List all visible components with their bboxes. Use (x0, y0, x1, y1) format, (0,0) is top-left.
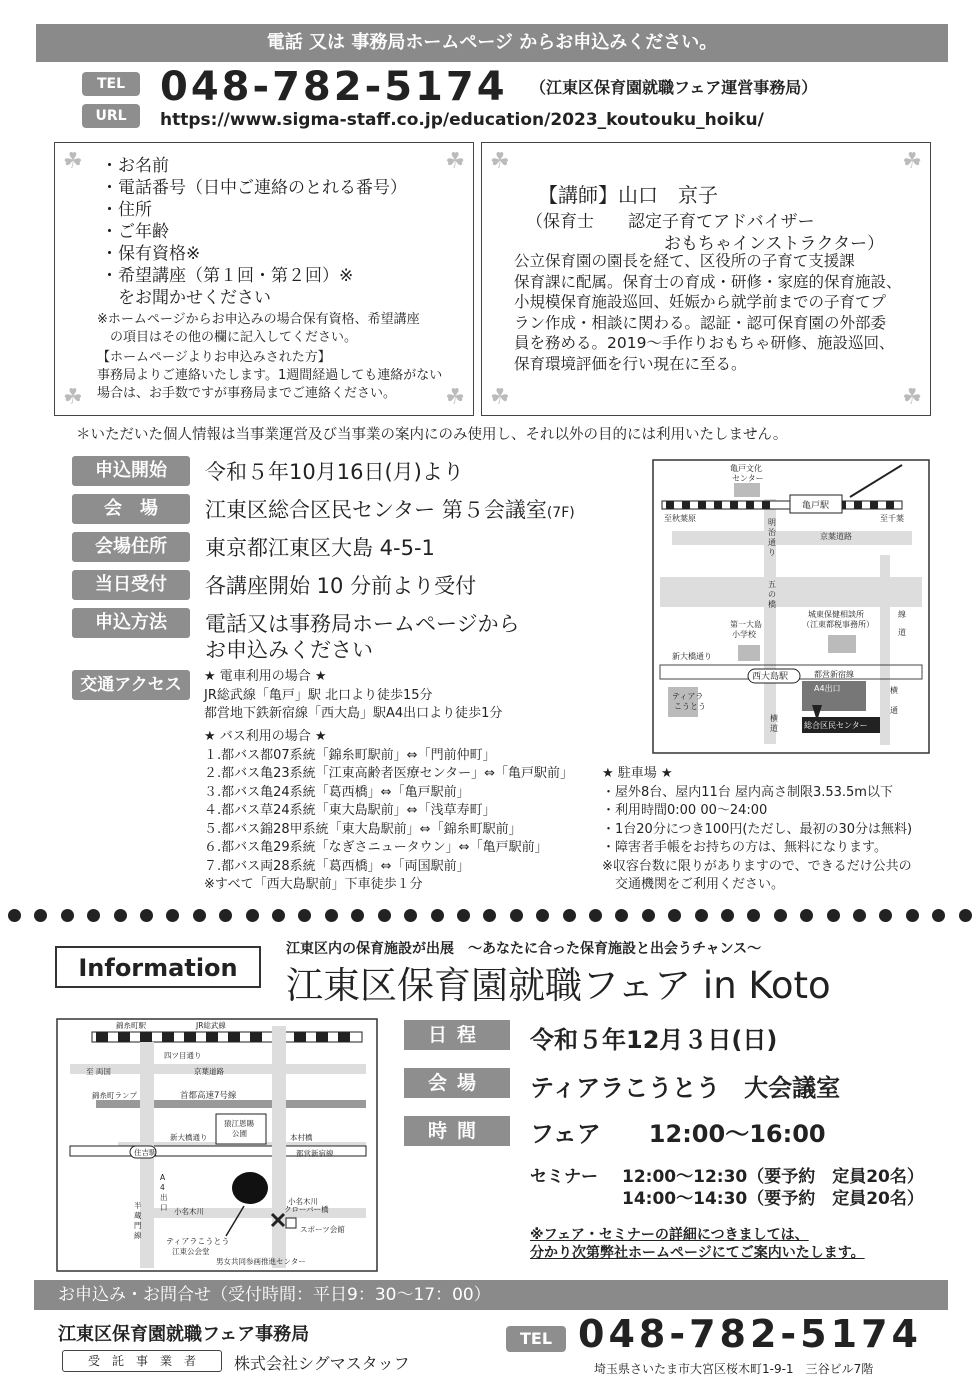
bio-line: 保育課に配属。保育士の育成・研修・家庭的保育施設、 (514, 272, 902, 291)
svg-text:橋: 橋 (768, 600, 776, 609)
bus-line: ７.都バス両28系統「葛西橋」⇔「両国駅前」 (204, 858, 470, 874)
venue-map (652, 459, 930, 754)
svg-text:通: 通 (768, 538, 776, 547)
seminar-time-2: 14:00～14:30（要予約 定員20名） (622, 1189, 924, 1209)
label-apply-start: 申込開始 (72, 456, 190, 486)
value-date: 令和５年12月３日(日) (530, 1026, 778, 1054)
seminar-time-1: 12:00～12:30（要予約 定員20名） (622, 1167, 924, 1187)
applicant-info-box (54, 142, 474, 416)
list-item: ・希望講座（第１回・第２回）※ (101, 266, 354, 286)
value-fair-venue: ティアラこうとう 大会議室 (530, 1074, 841, 1102)
svg-text:錦糸町駅: 錦糸町駅 (116, 1021, 146, 1030)
svg-text:スポーツ会館: スポーツ会館 (300, 1225, 345, 1234)
lecturer-name: 【講師】山口 京子 (538, 183, 718, 207)
list-item: ・保有資格※ (101, 244, 201, 264)
value-method: 電話又は事務局ホームページから (205, 612, 520, 636)
bio-line: 員を務める。2019～手作りおもちゃ研修、施設巡回、 (514, 334, 895, 352)
bus-line: １.都バス都07系統「錦糸町駅前」⇔「門前仲町」 (204, 747, 496, 763)
value-method-2: お申込みください (205, 638, 373, 662)
svg-text:横: 横 (770, 714, 778, 723)
list-item: ・電話番号（日中ご連絡のとれる番号） (101, 178, 407, 198)
divider-dot (219, 909, 232, 922)
divider-dot (114, 909, 127, 922)
info-subtitle: 江東区内の保育施設が出展 ～あなたに合った保育施設と出会うチャンス～ (286, 941, 762, 957)
lecturer-bio (514, 251, 902, 374)
divider-dot (87, 909, 100, 922)
divider-dot (351, 909, 364, 922)
value-reception: 各講座開始 10 分前より受付 (205, 574, 477, 598)
clover-icon: ☘ (490, 385, 510, 410)
label-date: 日程 (404, 1020, 510, 1050)
value-venue (205, 494, 575, 524)
list-item: ・住所 (101, 200, 152, 220)
divider-dot (668, 909, 681, 922)
divider-dot (246, 909, 259, 922)
parking-line: ・障害者手帳をお持ちの方は、無料になります。 (602, 840, 887, 855)
note-line: 事務局よりご連絡いたします。1週間経過しても連絡がない (97, 368, 443, 383)
lecturer-role: （保育士 認定子育てアドバイザー (526, 212, 815, 232)
label-time: 時間 (404, 1116, 510, 1146)
parking-line: ・屋外8台、屋内11台 屋内高さ制限3.53.5m以下 (602, 784, 893, 800)
dotted-divider (8, 905, 972, 925)
list-item: ・お名前 (101, 156, 169, 176)
footer-address: 埼玉県さいたま市大宮区桜木町1-9-1 三谷ビル7階 (594, 1362, 874, 1376)
svg-text:ティアラこうとう: ティアラこうとう (166, 1237, 230, 1246)
bio-line: 公立保育園の園長を経て、区役所の子育て支援課 (514, 252, 855, 270)
svg-text:公園: 公園 (232, 1129, 247, 1138)
svg-text:猿江恩賜: 猿江恩賜 (224, 1119, 254, 1128)
clover-icon: ☘ (63, 149, 83, 174)
svg-text:至千葉: 至千葉 (880, 514, 904, 523)
label-venue: 会 場 (72, 494, 190, 524)
fair-venue-map (56, 1018, 378, 1272)
divider-dot (563, 909, 576, 922)
svg-text:亀戸文化: 亀戸文化 (730, 464, 762, 473)
svg-text:至 両国: 至 両国 (86, 1067, 111, 1076)
svg-text:首都高速7号線: 首都高速7号線 (180, 1091, 237, 1101)
divider-dot (483, 909, 496, 922)
parking-line: ※収容台数に限りがありますので、できるだけ公共の (602, 858, 912, 874)
divider-dot (34, 909, 47, 922)
list-item: をお聞かせください (101, 288, 271, 308)
svg-text:道: 道 (898, 628, 906, 637)
footer-bar (34, 1280, 948, 1310)
train-line: JR総武線「亀戸」駅 北口より徒歩15分 (204, 687, 433, 703)
svg-text:センター: センター (732, 474, 764, 483)
train-access (204, 668, 502, 724)
divider-dot (193, 909, 206, 922)
svg-text:小名木川: 小名木川 (288, 1197, 318, 1206)
value-time: フェア 12:00～16:00 (530, 1120, 826, 1148)
bus-line: ６.都バス亀29系統「なぎさニュータウン」⇔「亀戸駅前」 (204, 840, 548, 855)
svg-text:A4出口: A4出口 (814, 684, 841, 693)
list-item: ・ご年齢 (101, 222, 169, 242)
bio-line: 保育環境評価を行い現在に至る。 (514, 354, 747, 373)
divider-dot (272, 909, 285, 922)
svg-text:四ツ目通り: 四ツ目通り (164, 1051, 202, 1060)
venue-text: 江東区総合区民センター 第５会議室 (205, 498, 547, 522)
svg-text:の: の (768, 590, 776, 599)
note-line: 場合は、お手数ですが事務局までご連絡ください。 (97, 386, 397, 401)
seminar-label: セミナー (530, 1167, 598, 1187)
svg-text:至秋葉原: 至秋葉原 (664, 514, 696, 523)
svg-text:本村橋: 本村橋 (290, 1133, 313, 1142)
lecturer-box (481, 142, 931, 416)
svg-text:門: 門 (134, 1221, 142, 1230)
divider-dot (140, 909, 153, 922)
divider-dot (642, 909, 655, 922)
svg-text:五: 五 (768, 580, 776, 589)
divider-dot (431, 909, 444, 922)
label-reception: 当日受付 (72, 570, 190, 600)
divider-dot (457, 909, 470, 922)
bus-heading: ★ バス利用の場合 ★ (204, 729, 327, 744)
parking-line: ・1台20分につき100円(ただし、最初の30分は無料) (602, 821, 913, 837)
divider-dot (774, 909, 787, 922)
svg-text:（江東都税事務所）: （江東都税事務所） (802, 620, 874, 629)
svg-text:JR総武線: JR総武線 (196, 1021, 226, 1030)
tel-label: TEL (82, 72, 140, 96)
information-badge: Information (55, 946, 261, 988)
label-access: 交通アクセス (72, 670, 190, 700)
contractor-name: 株式会社シグマスタッフ (234, 1354, 410, 1373)
svg-text:男女共同参画推進センター: 男女共同参画推進センター (216, 1257, 306, 1266)
svg-text:西大島駅: 西大島駅 (752, 672, 789, 682)
svg-text:4: 4 (160, 1183, 165, 1192)
bus-line: ※すべて「西大島駅前」下車徒歩１分 (204, 877, 423, 892)
footer-office: 江東区保育園就職フェア事務局 (58, 1324, 310, 1345)
svg-text:新大橋通り: 新大橋通り (672, 652, 712, 661)
contractor-label: 受 託 事 業 者 (62, 1350, 222, 1372)
divider-dot (853, 909, 866, 922)
train-line: 都営地下鉄新宿線「西大島」駅A4出口より徒歩1分 (204, 706, 503, 721)
fair-note-1: ※フェア・セミナーの詳細につきましては、 (530, 1227, 809, 1243)
svg-text:道: 道 (770, 724, 778, 733)
url-link[interactable]: https://www.sigma-staff.co.jp/education/2023_koutouku_hoiku/ (160, 110, 764, 130)
label-fair-venue: 会場 (404, 1068, 510, 1098)
divider-dot (536, 909, 549, 922)
divider-dot (959, 909, 972, 922)
office-name: （江東区保育園就職フェア運営事務局） (530, 78, 818, 97)
note-line: ※ホームページからお申込みの場合保有資格、希望講座 (97, 312, 420, 327)
svg-text:通: 通 (890, 706, 898, 715)
divider-dot (404, 909, 417, 922)
footer-tel: 048-782-5174 (578, 1312, 922, 1356)
bus-line: ５.都バス錦28甲系統「東大島駅前」⇔「錦糸町駅前」 (204, 821, 522, 837)
svg-text:新大橋通り: 新大橋通り (170, 1133, 208, 1142)
divider-dot (589, 909, 602, 922)
svg-text:口: 口 (160, 1203, 168, 1212)
divider-dot (932, 909, 945, 922)
divider-dot (378, 909, 391, 922)
svg-text:江東公会堂: 江東公会堂 (172, 1247, 210, 1256)
svg-text:こうとう: こうとう (674, 702, 706, 711)
note-line: の項目はその他の欄に記入してください。 (97, 330, 358, 345)
divider-dot (325, 909, 338, 922)
svg-text:クローバー橋: クローバー橋 (284, 1205, 329, 1214)
divider-dot (615, 909, 628, 922)
svg-text:錦糸町ランプ: 錦糸町ランプ (92, 1091, 137, 1100)
note-line: 【ホームページよりお申込みされた方】 (97, 350, 331, 365)
clover-icon: ☘ (902, 385, 922, 410)
divider-dot (695, 909, 708, 922)
divider-dot (510, 909, 523, 922)
bio-line: ラン作成・相談に関わる。認証・認可保育園の外部委 (514, 313, 887, 332)
svg-text:第一大島: 第一大島 (730, 620, 762, 629)
divider-dot (166, 909, 179, 922)
svg-text:都営新宿線: 都営新宿線 (296, 1149, 334, 1158)
divider-dot (906, 909, 919, 922)
required-items-list (101, 155, 407, 309)
svg-text:小名木川: 小名木川 (174, 1207, 204, 1216)
svg-text:亀戸駅: 亀戸駅 (802, 501, 830, 511)
label-address: 会場住所 (72, 532, 190, 562)
bus-access (204, 728, 573, 895)
divider-dot (747, 909, 760, 922)
bus-line: ４.都バス草24系統「東大島駅前」⇔「浅草寿町」 (204, 803, 496, 818)
svg-text:り: り (768, 548, 776, 557)
divider-dot (827, 909, 840, 922)
svg-text:横: 横 (890, 686, 898, 695)
svg-text:線: 線 (898, 610, 906, 619)
bio-line: 小規模保育施設巡回、妊娠から就学前までの子育てプ (514, 293, 887, 311)
tel-number: 048-782-5174 (160, 64, 508, 110)
svg-text:都営新宿線: 都営新宿線 (814, 670, 854, 679)
top-banner (36, 24, 948, 62)
lecturer-role: おもちゃインストラクター） (664, 234, 885, 254)
value-address: 東京都江東区大島 4-5-1 (205, 536, 435, 560)
clover-icon: ☘ (63, 385, 83, 410)
svg-text:京葉道路: 京葉道路 (194, 1067, 224, 1076)
svg-text:住吉駅: 住吉駅 (134, 1148, 157, 1157)
footer-bar-text: お申込み・お問合せ（受付時間：平日9：30～17：00） (58, 1285, 491, 1305)
svg-text:半: 半 (134, 1201, 142, 1210)
svg-text:ティアラ: ティアラ (672, 692, 704, 701)
footer-tel-label: TEL (506, 1326, 566, 1352)
clover-icon: ☘ (445, 385, 465, 410)
parking-line: 交通機関をご利用ください。 (602, 877, 785, 892)
svg-text:A: A (160, 1173, 166, 1182)
svg-text:総合区民センター: 総合区民センター (804, 721, 868, 730)
bus-line: ３.都バス亀24系統「葛西橋」⇔「亀戸駅前」 (204, 784, 470, 800)
svg-text:京葉道路: 京葉道路 (820, 532, 852, 541)
top-banner-text: 電話 又は 事務局ホームページ からお申込みください。 (266, 32, 718, 53)
divider-dot (721, 909, 734, 922)
svg-text:蔵: 蔵 (134, 1211, 142, 1220)
label-method: 申込方法 (72, 608, 190, 638)
bus-line: ２.都バス亀23系統「江東高齢者医療センター」⇔「亀戸駅前」 (204, 766, 574, 781)
svg-text:城東保健相談所: 城東保健相談所 (808, 610, 864, 619)
svg-text:明: 明 (768, 518, 776, 527)
clover-icon: ☘ (445, 149, 465, 174)
divider-dot (879, 909, 892, 922)
divider-dot (800, 909, 813, 922)
clover-icon: ☘ (902, 149, 922, 174)
url-label: URL (82, 104, 140, 128)
svg-text:出: 出 (160, 1193, 168, 1202)
venue-floor: (7F) (546, 505, 575, 521)
clover-icon: ☘ (490, 149, 510, 174)
parking-line: ・利用時間0:00 00～24:00 (602, 803, 768, 818)
parking-info (602, 765, 912, 895)
svg-text:小学校: 小学校 (732, 630, 756, 639)
info-title: 江東区保育園就職フェア in Koto (286, 964, 831, 1007)
divider-dot (61, 909, 74, 922)
value-apply-start: 令和５年10月16日(月)より (205, 460, 464, 484)
svg-text:治: 治 (768, 528, 776, 537)
train-heading: ★ 電車利用の場合 ★ (204, 669, 327, 684)
parking-heading: ★ 駐車場 ★ (602, 766, 673, 781)
fair-note-2: 分かり次第弊社ホームページにてご案内いたします。 (530, 1245, 865, 1261)
svg-text:線: 線 (134, 1231, 142, 1240)
privacy-note: ＊いただいた個人情報は当事業運営及び当事業の案内にのみ使用し、それ以外の目的には利用いたしません。 (76, 427, 788, 443)
divider-dot (8, 909, 21, 922)
divider-dot (298, 909, 311, 922)
